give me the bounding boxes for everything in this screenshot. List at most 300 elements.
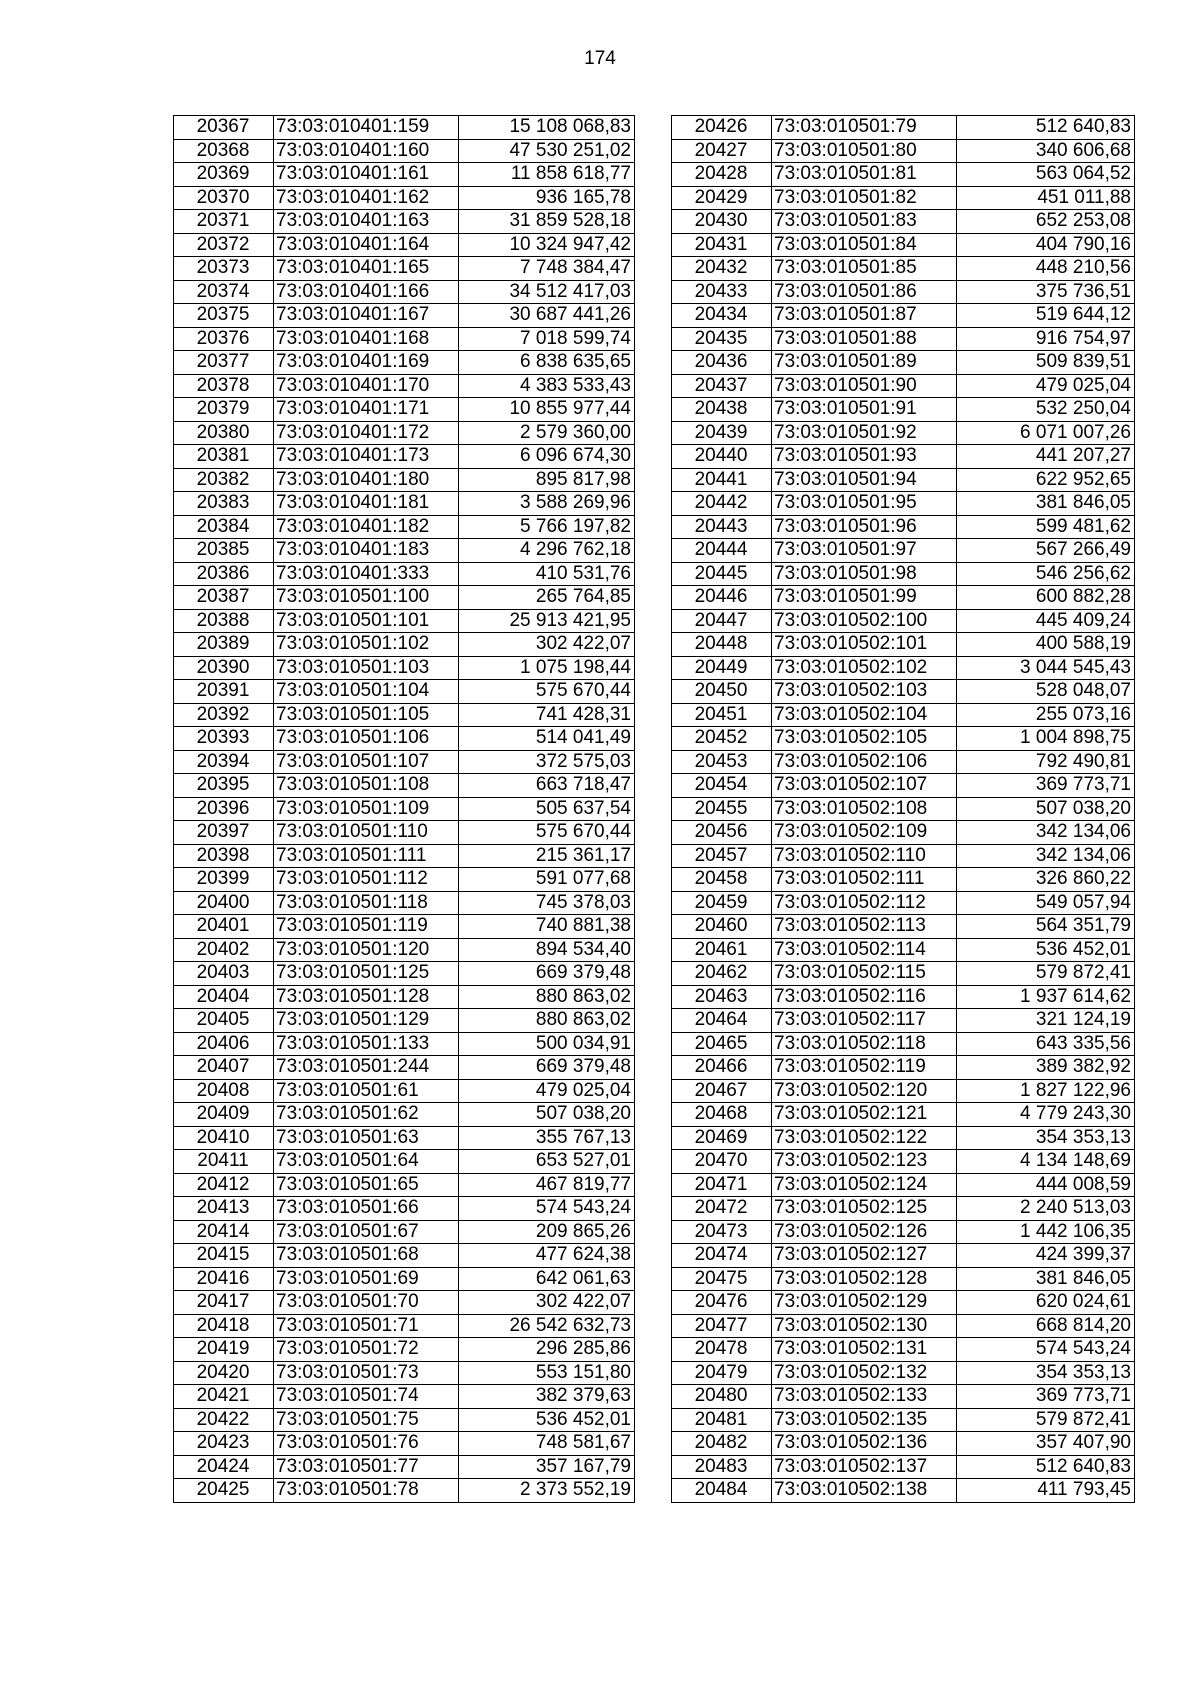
table-row [174,1314,635,1338]
table-row [174,633,635,657]
row-number-cell: 20397 [174,821,274,845]
value-cell: 6 096 674,30 [459,445,635,469]
table-row [174,139,635,163]
table-row [672,257,1135,281]
row-number-cell: 20477 [672,1314,772,1338]
value-cell: 575 670,44 [459,821,635,845]
table-row [174,445,635,469]
cadastral-number-cell: 73:03:010401:171 [274,398,459,422]
row-number-cell: 20367 [174,116,274,140]
row-number-cell: 20453 [672,750,772,774]
cadastral-number-cell: 73:03:010502:128 [772,1267,957,1291]
value-cell: 381 846,05 [957,492,1135,516]
table-row [174,515,635,539]
row-number-cell: 20388 [174,609,274,633]
table-row [672,1220,1135,1244]
table-row [174,1079,635,1103]
cadastral-number-cell: 73:03:010501:89 [772,351,957,375]
cadastral-number-cell: 73:03:010501:244 [274,1056,459,1080]
cadastral-number-cell: 73:03:010501:79 [772,116,957,140]
row-number-cell: 20457 [672,844,772,868]
row-number-cell: 20420 [174,1361,274,1385]
table-row [174,938,635,962]
row-number-cell: 20373 [174,257,274,281]
cadastral-number-cell: 73:03:010401:159 [274,116,459,140]
cadastral-number-cell: 73:03:010502:121 [772,1103,957,1127]
value-cell: 663 718,47 [459,774,635,798]
row-number-cell: 20370 [174,186,274,210]
value-cell: 7 018 599,74 [459,327,635,351]
value-cell: 916 754,97 [957,327,1135,351]
cadastral-number-cell: 73:03:010501:119 [274,915,459,939]
row-number-cell: 20471 [672,1173,772,1197]
row-number-cell: 20483 [672,1455,772,1479]
table-row [672,891,1135,915]
row-number-cell: 20383 [174,492,274,516]
value-cell: 389 382,92 [957,1056,1135,1080]
table-row [174,868,635,892]
cadastral-number-cell: 73:03:010501:66 [274,1197,459,1221]
value-cell: 369 773,71 [957,1385,1135,1409]
table-row [672,774,1135,798]
row-number-cell: 20401 [174,915,274,939]
table-row [174,750,635,774]
cadastral-number-cell: 73:03:010401:168 [274,327,459,351]
cadastral-number-cell: 73:03:010502:108 [772,797,957,821]
table-row [672,233,1135,257]
cadastral-number-cell: 73:03:010502:102 [772,656,957,680]
page-number: 174 [584,48,616,69]
cadastral-number-cell: 73:03:010501:91 [772,398,957,422]
row-number-cell: 20480 [672,1385,772,1409]
cadastral-number-cell: 73:03:010401:169 [274,351,459,375]
row-number-cell: 20444 [672,539,772,563]
row-number-cell: 20473 [672,1220,772,1244]
cadastral-number-cell: 73:03:010502:112 [772,891,957,915]
value-cell: 6 071 007,26 [957,421,1135,445]
cadastral-number-cell: 73:03:010501:99 [772,586,957,610]
table-row [174,985,635,1009]
row-number-cell: 20463 [672,985,772,1009]
table-row [174,562,635,586]
table-row [174,257,635,281]
cadastral-number-cell: 73:03:010501:90 [772,374,957,398]
row-number-cell: 20399 [174,868,274,892]
value-cell: 355 767,13 [459,1126,635,1150]
row-number-cell: 20405 [174,1009,274,1033]
value-cell: 740 881,38 [459,915,635,939]
table-row [174,374,635,398]
cadastral-number-cell: 73:03:010502:123 [772,1150,957,1174]
cadastral-number-cell: 73:03:010502:105 [772,727,957,751]
row-number-cell: 20376 [174,327,274,351]
cadastral-number-cell: 73:03:010501:110 [274,821,459,845]
value-cell: 265 764,85 [459,586,635,610]
value-cell: 748 581,67 [459,1432,635,1456]
table-row [174,1479,635,1503]
table-row [174,233,635,257]
value-cell: 895 817,98 [459,468,635,492]
row-number-cell: 20482 [672,1432,772,1456]
value-cell: 574 543,24 [459,1197,635,1221]
table-row [672,656,1135,680]
cadastral-table-right [671,115,1135,1503]
table-row [174,774,635,798]
table-row [672,186,1135,210]
value-cell: 10 855 977,44 [459,398,635,422]
cadastral-number-cell: 73:03:010502:124 [772,1173,957,1197]
value-cell: 620 024,61 [957,1291,1135,1315]
table-row [672,280,1135,304]
value-cell: 357 167,79 [459,1455,635,1479]
table-row [174,1032,635,1056]
row-number-cell: 20474 [672,1244,772,1268]
cadastral-number-cell: 73:03:010502:118 [772,1032,957,1056]
table-row [174,891,635,915]
row-number-cell: 20377 [174,351,274,375]
value-cell: 563 064,52 [957,163,1135,187]
table-row [174,797,635,821]
row-number-cell: 20406 [174,1032,274,1056]
cadastral-number-cell: 73:03:010501:96 [772,515,957,539]
cadastral-number-cell: 73:03:010502:100 [772,609,957,633]
table-row [174,304,635,328]
row-number-cell: 20465 [672,1032,772,1056]
row-number-cell: 20392 [174,703,274,727]
row-number-cell: 20368 [174,139,274,163]
cadastral-number-cell: 73:03:010501:62 [274,1103,459,1127]
row-number-cell: 20433 [672,280,772,304]
value-cell: 5 766 197,82 [459,515,635,539]
value-cell: 532 250,04 [957,398,1135,422]
row-number-cell: 20440 [672,445,772,469]
cadastral-number-cell: 73:03:010502:103 [772,680,957,704]
cadastral-number-cell: 73:03:010401:180 [274,468,459,492]
table-row [672,1314,1135,1338]
value-cell: 6 838 635,65 [459,351,635,375]
table-row [672,1150,1135,1174]
value-cell: 444 008,59 [957,1173,1135,1197]
value-cell: 574 543,24 [957,1338,1135,1362]
cadastral-number-cell: 73:03:010502:132 [772,1361,957,1385]
table-row [174,1220,635,1244]
table-row [672,844,1135,868]
value-cell: 11 858 618,77 [459,163,635,187]
cadastral-number-cell: 73:03:010501:95 [772,492,957,516]
cadastral-number-cell: 73:03:010501:72 [274,1338,459,1362]
table-row [174,1408,635,1432]
cadastral-number-cell: 73:03:010401:167 [274,304,459,328]
cadastral-table-left [173,115,635,1503]
row-number-cell: 20402 [174,938,274,962]
row-number-cell: 20380 [174,421,274,445]
value-cell: 1 442 106,35 [957,1220,1135,1244]
row-number-cell: 20372 [174,233,274,257]
cadastral-number-cell: 73:03:010502:133 [772,1385,957,1409]
cadastral-number-cell: 73:03:010401:173 [274,445,459,469]
cadastral-number-cell: 73:03:010501:97 [772,539,957,563]
row-number-cell: 20407 [174,1056,274,1080]
value-cell: 579 872,41 [957,962,1135,986]
row-number-cell: 20458 [672,868,772,892]
table-row [174,1455,635,1479]
row-number-cell: 20468 [672,1103,772,1127]
cadastral-number-cell: 73:03:010501:105 [274,703,459,727]
row-number-cell: 20404 [174,985,274,1009]
cadastral-number-cell: 73:03:010501:75 [274,1408,459,1432]
value-cell: 553 151,80 [459,1361,635,1385]
cadastral-number-cell: 73:03:010501:87 [772,304,957,328]
value-cell: 741 428,31 [459,703,635,727]
value-cell: 255 073,16 [957,703,1135,727]
row-number-cell: 20418 [174,1314,274,1338]
table-row [672,468,1135,492]
table-row [672,1056,1135,1080]
cadastral-number-cell: 73:03:010501:77 [274,1455,459,1479]
row-number-cell: 20462 [672,962,772,986]
cadastral-number-cell: 73:03:010501:78 [274,1479,459,1503]
table-row [672,680,1135,704]
row-number-cell: 20410 [174,1126,274,1150]
table-row [174,844,635,868]
cadastral-number-cell: 73:03:010502:131 [772,1338,957,1362]
cadastral-number-cell: 73:03:010501:93 [772,445,957,469]
value-cell: 321 124,19 [957,1009,1135,1033]
cadastral-number-cell: 73:03:010501:64 [274,1150,459,1174]
row-number-cell: 20448 [672,633,772,657]
row-number-cell: 20381 [174,445,274,469]
cadastral-number-cell: 73:03:010501:65 [274,1173,459,1197]
table-row [672,586,1135,610]
cadastral-number-cell: 73:03:010501:61 [274,1079,459,1103]
row-number-cell: 20391 [174,680,274,704]
value-cell: 4 383 533,43 [459,374,635,398]
value-cell: 642 061,63 [459,1267,635,1291]
cadastral-number-cell: 73:03:010401:183 [274,539,459,563]
table-row [672,163,1135,187]
table-row [672,116,1135,140]
row-number-cell: 20379 [174,398,274,422]
value-cell: 342 134,06 [957,844,1135,868]
value-cell: 209 865,26 [459,1220,635,1244]
cadastral-number-cell: 73:03:010501:133 [274,1032,459,1056]
table-row [174,821,635,845]
table-row [174,1150,635,1174]
table-row [174,398,635,422]
row-number-cell: 20449 [672,656,772,680]
row-number-cell: 20369 [174,163,274,187]
table-row [672,609,1135,633]
row-number-cell: 20396 [174,797,274,821]
table-row [174,492,635,516]
row-number-cell: 20431 [672,233,772,257]
cadastral-number-cell: 73:03:010501:88 [772,327,957,351]
cadastral-number-cell: 73:03:010401:333 [274,562,459,586]
row-number-cell: 20409 [174,1103,274,1127]
value-cell: 302 422,07 [459,633,635,657]
cadastral-number-cell: 73:03:010501:92 [772,421,957,445]
value-cell: 536 452,01 [957,938,1135,962]
table-row [672,633,1135,657]
cadastral-number-cell: 73:03:010502:111 [772,868,957,892]
value-cell: 4 296 762,18 [459,539,635,563]
row-number-cell: 20378 [174,374,274,398]
row-number-cell: 20484 [672,1479,772,1503]
cadastral-number-cell: 73:03:010401:165 [274,257,459,281]
value-cell: 512 640,83 [957,1455,1135,1479]
cadastral-number-cell: 73:03:010501:71 [274,1314,459,1338]
table-row [672,868,1135,892]
table-row [174,210,635,234]
table-row [174,327,635,351]
table-row [174,1056,635,1080]
value-cell: 652 253,08 [957,210,1135,234]
cadastral-number-cell: 73:03:010401:163 [274,210,459,234]
row-number-cell: 20479 [672,1361,772,1385]
table-row [672,1408,1135,1432]
table-row [174,1197,635,1221]
value-cell: 445 409,24 [957,609,1135,633]
value-cell: 622 952,65 [957,468,1135,492]
table-row [672,1244,1135,1268]
value-cell: 404 790,16 [957,233,1135,257]
table-row [672,492,1135,516]
row-number-cell: 20400 [174,891,274,915]
cadastral-number-cell: 73:03:010501:111 [274,844,459,868]
value-cell: 549 057,94 [957,891,1135,915]
table-row [174,1385,635,1409]
value-cell: 591 077,68 [459,868,635,892]
row-number-cell: 20467 [672,1079,772,1103]
table-row [672,1009,1135,1033]
value-cell: 30 687 441,26 [459,304,635,328]
table-row [672,915,1135,939]
table-row [174,915,635,939]
value-cell: 215 361,17 [459,844,635,868]
cadastral-number-cell: 73:03:010502:136 [772,1432,957,1456]
cadastral-number-cell: 73:03:010501:82 [772,186,957,210]
row-number-cell: 20432 [672,257,772,281]
row-number-cell: 20460 [672,915,772,939]
cadastral-number-cell: 73:03:010502:130 [772,1314,957,1338]
table-row [174,468,635,492]
row-number-cell: 20429 [672,186,772,210]
cadastral-number-cell: 73:03:010501:94 [772,468,957,492]
row-number-cell: 20442 [672,492,772,516]
cadastral-number-cell: 73:03:010502:126 [772,1220,957,1244]
cadastral-number-cell: 73:03:010501:76 [274,1432,459,1456]
table-row [174,421,635,445]
row-number-cell: 20371 [174,210,274,234]
row-number-cell: 20416 [174,1267,274,1291]
row-number-cell: 20443 [672,515,772,539]
table-row [174,186,635,210]
row-number-cell: 20437 [672,374,772,398]
cadastral-number-cell: 73:03:010501:118 [274,891,459,915]
value-cell: 3 588 269,96 [459,492,635,516]
value-cell: 2 373 552,19 [459,1479,635,1503]
cadastral-number-cell: 73:03:010401:164 [274,233,459,257]
row-number-cell: 20466 [672,1056,772,1080]
row-number-cell: 20475 [672,1267,772,1291]
table-row [672,1432,1135,1456]
value-cell: 479 025,04 [459,1079,635,1103]
row-number-cell: 20452 [672,727,772,751]
table-row [672,1173,1135,1197]
value-cell: 536 452,01 [459,1408,635,1432]
table-row [174,727,635,751]
value-cell: 2 579 360,00 [459,421,635,445]
cadastral-number-cell: 73:03:010502:138 [772,1479,957,1503]
value-cell: 880 863,02 [459,1009,635,1033]
row-number-cell: 20469 [672,1126,772,1150]
cadastral-number-cell: 73:03:010501:73 [274,1361,459,1385]
row-number-cell: 20414 [174,1220,274,1244]
value-cell: 4 134 148,69 [957,1150,1135,1174]
value-cell: 467 819,77 [459,1173,635,1197]
table-row [672,539,1135,563]
table-row [174,1291,635,1315]
row-number-cell: 20451 [672,703,772,727]
table-row [672,351,1135,375]
cadastral-number-cell: 73:03:010501:128 [274,985,459,1009]
value-cell: 575 670,44 [459,680,635,704]
value-cell: 512 640,83 [957,116,1135,140]
row-number-cell: 20445 [672,562,772,586]
value-cell: 600 882,28 [957,586,1135,610]
cadastral-number-cell: 73:03:010401:162 [274,186,459,210]
table-row [672,1267,1135,1291]
row-number-cell: 20434 [672,304,772,328]
value-cell: 342 134,06 [957,821,1135,845]
value-cell: 340 606,68 [957,139,1135,163]
value-cell: 2 240 513,03 [957,1197,1135,1221]
cadastral-number-cell: 73:03:010502:109 [772,821,957,845]
row-number-cell: 20423 [174,1432,274,1456]
row-number-cell: 20421 [174,1385,274,1409]
value-cell: 1 075 198,44 [459,656,635,680]
cadastral-number-cell: 73:03:010502:127 [772,1244,957,1268]
value-cell: 653 527,01 [459,1150,635,1174]
cadastral-number-cell: 73:03:010501:108 [274,774,459,798]
cadastral-number-cell: 73:03:010502:113 [772,915,957,939]
value-cell: 410 531,76 [459,562,635,586]
cadastral-number-cell: 73:03:010501:103 [274,656,459,680]
cadastral-number-cell: 73:03:010501:80 [772,139,957,163]
value-cell: 546 256,62 [957,562,1135,586]
cadastral-number-cell: 73:03:010401:161 [274,163,459,187]
cadastral-number-cell: 73:03:010502:106 [772,750,957,774]
row-number-cell: 20455 [672,797,772,821]
cadastral-number-cell: 73:03:010501:106 [274,727,459,751]
cadastral-number-cell: 73:03:010501:129 [274,1009,459,1033]
row-number-cell: 20441 [672,468,772,492]
value-cell: 441 207,27 [957,445,1135,469]
table-row [672,562,1135,586]
cadastral-number-cell: 73:03:010401:182 [274,515,459,539]
table-row [174,962,635,986]
row-number-cell: 20408 [174,1079,274,1103]
cadastral-number-cell: 73:03:010501:104 [274,680,459,704]
value-cell: 507 038,20 [459,1103,635,1127]
value-cell: 1 004 898,75 [957,727,1135,751]
row-number-cell: 20387 [174,586,274,610]
cadastral-number-cell: 73:03:010501:120 [274,938,459,962]
table-row [174,280,635,304]
table-row [174,1126,635,1150]
row-number-cell: 20417 [174,1291,274,1315]
cadastral-number-cell: 73:03:010502:101 [772,633,957,657]
